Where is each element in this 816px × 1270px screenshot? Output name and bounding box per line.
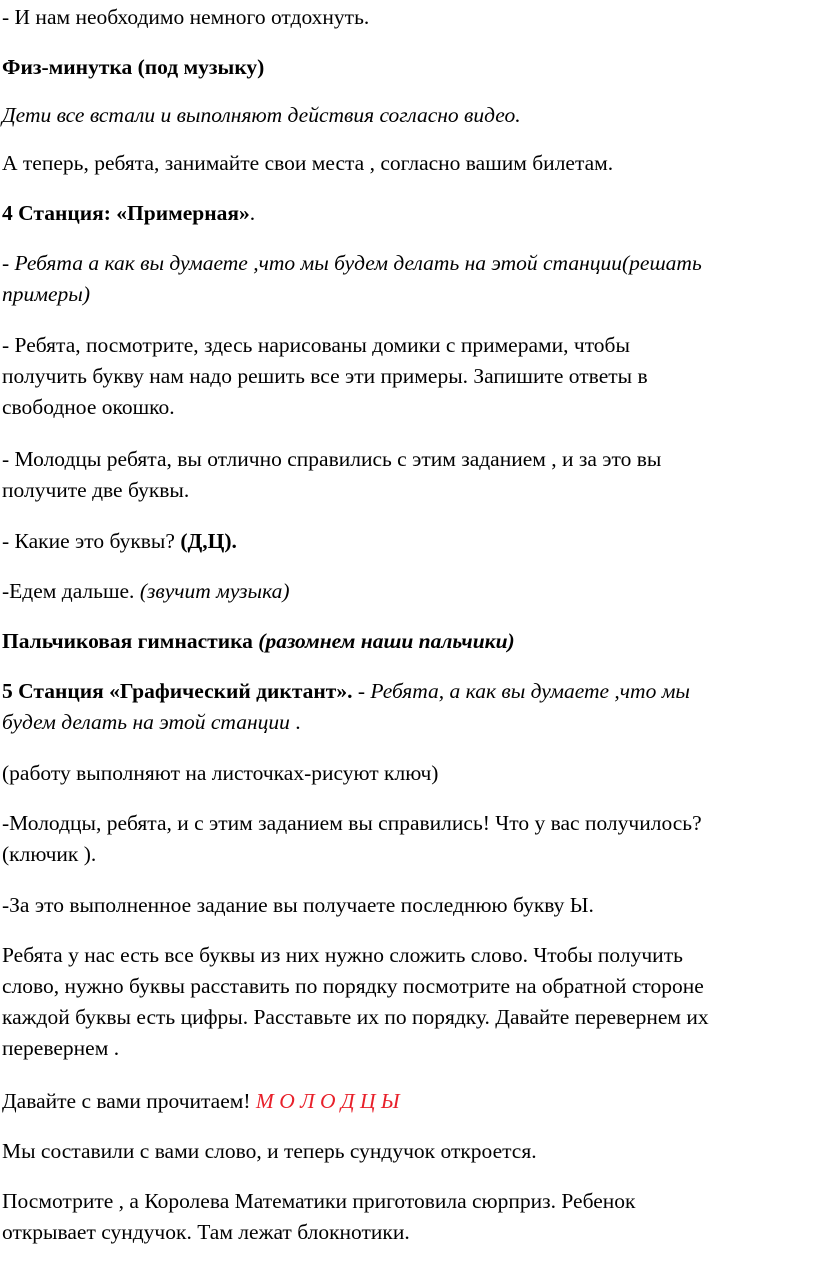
paragraph-read-word	[2, 1086, 812, 1117]
text: Пальчиковая гимнастика	[2, 629, 259, 653]
text: -Едем дальше.	[2, 579, 140, 603]
paragraph-seats	[2, 148, 812, 179]
heading-station-4	[2, 198, 812, 229]
line: - Ребята, а как вы думаете ,что мы	[352, 679, 690, 703]
line: - Молодцы ребята, вы отлично справились с этим заданием , и за это вы	[2, 447, 662, 471]
station-title: 4 Станция: «Примерная»	[2, 201, 250, 225]
line: примеры)	[2, 282, 90, 306]
paragraph-well-done	[2, 444, 812, 506]
line: получить букву нам надо решить все эти примеры. Запишите ответы в	[2, 364, 648, 388]
line: каждой буквы есть цифры. Расставьте их по порядку. Давайте перевернем их	[2, 1005, 709, 1029]
text: - И нам необходимо немного отдохнуть.	[2, 5, 370, 29]
line: слово, нужно буквы расставить по порядку посмотрите на обратной стороне	[2, 974, 704, 998]
text: (разомнем наши пальчики)	[258, 629, 515, 653]
paragraph-key-result	[2, 808, 812, 870]
word-molodcy: М О Л О Д Ц Ы	[255, 1089, 400, 1113]
text: -За это выполненное задание вы получаете последнюю букву Ы.	[2, 893, 594, 917]
station-title: 5 Станция «Графический диктант».	[2, 679, 353, 703]
paragraph-work-on-sheets	[2, 758, 812, 789]
text: Дети все встали и выполняют действия согласно видео.	[2, 103, 521, 127]
paragraph-houses	[2, 330, 812, 423]
text: А теперь, ребята, занимайте свои места , согласно вашим билетам.	[2, 151, 614, 175]
line: Посмотрите , а Королева Математики приготовила сюрприз. Ребенок	[2, 1189, 636, 1213]
line: -Молодцы, ребята, и с этим заданием вы справились! Что у вас получилось?	[2, 811, 702, 835]
heading-fizminutka	[2, 52, 812, 83]
text: Давайте с вами прочитаем!	[2, 1089, 256, 1113]
text: Мы составили с вами слово, и теперь сундучок откроется.	[2, 1139, 537, 1163]
line: открывает сундучок. Там лежат блокнотики.	[2, 1220, 410, 1244]
paragraph-compose-word	[2, 940, 812, 1064]
paragraph-rest	[2, 2, 812, 33]
line: свободное окошко.	[2, 395, 175, 419]
line: получите две буквы.	[2, 478, 190, 502]
line: перевернем .	[2, 1036, 120, 1060]
paragraph-go-on	[2, 576, 812, 607]
line: будем делать на этой станции	[2, 710, 290, 734]
letters-answer: (Д,Ц).	[180, 529, 237, 553]
line: Ребята у нас есть все буквы из них нужно сложить слово. Чтобы получить	[2, 943, 683, 967]
paragraph-which-letters	[2, 526, 812, 557]
heading-finger-gymnastics	[2, 626, 812, 657]
music-note: (звучит музыка)	[139, 579, 290, 603]
paragraph-surprise	[2, 1186, 812, 1248]
text: - Какие это буквы?	[2, 529, 181, 553]
paragraph-video	[2, 100, 812, 131]
line: - Ребята, посмотрите, здесь нарисованы домики с примерами, чтобы	[2, 333, 630, 357]
text: (работу выполняют на листочках-рисуют ключ)	[2, 761, 439, 785]
paragraph-last-letter	[2, 890, 812, 921]
line: (ключик ).	[2, 842, 97, 866]
text: .	[289, 710, 301, 734]
text: Физ-минутка (под музыку)	[2, 55, 265, 79]
heading-station-5	[2, 676, 812, 738]
text: .	[249, 201, 256, 225]
paragraph-question-station-4	[2, 248, 812, 310]
paragraph-chest-opens	[2, 1136, 812, 1167]
line: - Ребята а как вы думаете ,что мы будем делать на этой станции(решать	[2, 251, 702, 275]
